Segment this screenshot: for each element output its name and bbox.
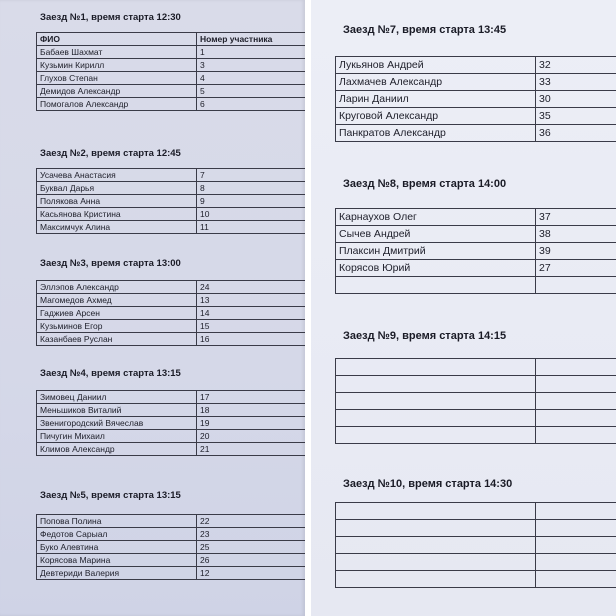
participant-name: Полякова Анна <box>37 195 197 208</box>
participant-number: 37 <box>536 209 616 226</box>
participant-name: Буко Алевтина <box>37 541 197 554</box>
header-name: ФИО <box>37 33 197 46</box>
table-row <box>336 108 616 125</box>
participant-name: Пичугин Михаил <box>37 430 197 443</box>
participant-name: Звенигородский Вячеслав <box>37 417 197 430</box>
participant-number <box>536 427 616 444</box>
participant-name: Корясов Юрий <box>336 260 536 277</box>
participant-number <box>536 571 616 588</box>
table-row <box>336 359 616 376</box>
table-row <box>37 333 306 346</box>
participant-name: Лахмачев Александр <box>336 74 536 91</box>
participant-number: 25 <box>197 541 306 554</box>
participant-name <box>336 410 536 427</box>
participant-name <box>336 503 536 520</box>
participant-number: 18 <box>197 404 306 417</box>
participants-table <box>335 56 616 142</box>
table-row <box>336 503 616 520</box>
participant-number: 24 <box>197 281 306 294</box>
participant-name <box>336 554 536 571</box>
participant-number: 7 <box>197 169 306 182</box>
participant-number: 36 <box>536 125 616 142</box>
participant-number: 38 <box>536 226 616 243</box>
table-row <box>336 209 616 226</box>
participant-number: 11 <box>197 221 306 234</box>
participant-number: 35 <box>536 108 616 125</box>
table-row <box>37 294 306 307</box>
participant-name: Казанбаев Руслан <box>37 333 197 346</box>
table-row <box>336 125 616 142</box>
participant-name: Попова Полина <box>37 515 197 528</box>
table-row <box>37 221 306 234</box>
table-row <box>336 74 616 91</box>
participant-name: Усачева Анастасия <box>37 169 197 182</box>
participant-name <box>336 427 536 444</box>
participant-number: 26 <box>197 554 306 567</box>
table-row <box>37 320 306 333</box>
participants-table <box>36 168 305 234</box>
participant-number: 9 <box>197 195 306 208</box>
participant-number: 27 <box>536 260 616 277</box>
heat-title: Заезд №3, время старта 13:00 <box>40 258 181 269</box>
table-row <box>336 554 616 571</box>
heat-title: Заезд №10, время старта 14:30 <box>343 478 513 490</box>
table-row <box>336 410 616 427</box>
table-row <box>37 281 306 294</box>
participant-name: Касьянова Кристина <box>37 208 197 221</box>
participant-name: Бабаев Шахмат <box>37 46 197 59</box>
table-row <box>37 59 306 72</box>
table-row <box>37 195 306 208</box>
participant-name: Карнаухов Олег <box>336 209 536 226</box>
participant-number <box>536 503 616 520</box>
participant-number: 3 <box>197 59 306 72</box>
participant-number <box>536 393 616 410</box>
heat-title: Заезд №1, время старта 12:30 <box>40 12 181 23</box>
right-sheet <box>311 0 616 616</box>
table-row <box>336 537 616 554</box>
participants-table <box>335 208 616 294</box>
table-row <box>37 182 306 195</box>
table-row <box>336 243 616 260</box>
table-row <box>37 430 306 443</box>
participant-name: Лукьянов Андрей <box>336 57 536 74</box>
table-row <box>37 85 306 98</box>
table-row <box>37 443 306 456</box>
table-row <box>37 554 306 567</box>
participant-number: 32 <box>536 57 616 74</box>
table-row <box>37 528 306 541</box>
participant-number: 30 <box>536 91 616 108</box>
participant-number: 16 <box>197 333 306 346</box>
participant-number: 19 <box>197 417 306 430</box>
table-row <box>336 91 616 108</box>
participant-number: 13 <box>197 294 306 307</box>
participant-name <box>336 537 536 554</box>
table-header-row <box>37 33 306 46</box>
table-row <box>37 404 306 417</box>
table-row <box>336 376 616 393</box>
participant-number: 23 <box>197 528 306 541</box>
participant-name: Глухов Степан <box>37 72 197 85</box>
table-row <box>336 57 616 74</box>
participant-number: 39 <box>536 243 616 260</box>
table-row <box>37 72 306 85</box>
participant-name: Эллэпов Александр <box>37 281 197 294</box>
participants-table <box>335 502 616 588</box>
participant-name <box>336 520 536 537</box>
participant-number: 4 <box>197 72 306 85</box>
participant-number <box>536 376 616 393</box>
participant-number: 10 <box>197 208 306 221</box>
heat-title: Заезд №9, время старта 14:15 <box>343 330 507 342</box>
participants-table <box>36 390 305 456</box>
participant-name: Демидов Александр <box>37 85 197 98</box>
table-row <box>336 520 616 537</box>
participant-number <box>536 520 616 537</box>
participant-number: 33 <box>536 74 616 91</box>
table-row <box>336 571 616 588</box>
participant-number: 5 <box>197 85 306 98</box>
participant-number: 1 <box>197 46 306 59</box>
participant-name: Сычев Андрей <box>336 226 536 243</box>
table-row <box>37 208 306 221</box>
participant-name <box>336 393 536 410</box>
heat-title: Заезд №2, время старта 12:45 <box>40 148 181 159</box>
participant-name: Панкратов Александр <box>336 125 536 142</box>
participant-number <box>536 359 616 376</box>
heat-title: Заезд №4, время старта 13:15 <box>40 368 181 379</box>
left-sheet <box>0 0 305 616</box>
heat-title: Заезд №5, время старта 13:15 <box>40 490 181 501</box>
participant-number: 8 <box>197 182 306 195</box>
participant-number: 14 <box>197 307 306 320</box>
participant-name: Помогалов Александр <box>37 98 197 111</box>
table-row <box>336 226 616 243</box>
table-row <box>336 393 616 410</box>
participant-name: Плаксин Дмитрий <box>336 243 536 260</box>
participant-name: Круговой Александр <box>336 108 536 125</box>
participant-name: Кузьмин Кирилл <box>37 59 197 72</box>
participant-number: 6 <box>197 98 306 111</box>
table-row <box>336 277 616 294</box>
participant-name <box>336 571 536 588</box>
table-row <box>37 307 306 320</box>
participant-number: 17 <box>197 391 306 404</box>
heat-title: Заезд №8, время старта 14:00 <box>343 178 507 190</box>
participant-number: 15 <box>197 320 306 333</box>
participant-name: Максимчук Алина <box>37 221 197 234</box>
participant-name: Магомедов Ахмед <box>37 294 197 307</box>
participant-number <box>536 537 616 554</box>
participant-name: Климов Александр <box>37 443 197 456</box>
participant-name <box>336 376 536 393</box>
participant-number <box>536 554 616 571</box>
table-row <box>37 46 306 59</box>
table-row <box>37 515 306 528</box>
table-row <box>37 567 306 580</box>
table-row <box>37 417 306 430</box>
participant-number: 21 <box>197 443 306 456</box>
participant-number: 22 <box>197 515 306 528</box>
participant-name: Буквал Дарья <box>37 182 197 195</box>
participant-number <box>536 410 616 427</box>
participants-table <box>335 358 616 444</box>
table-row <box>336 427 616 444</box>
table-row <box>37 391 306 404</box>
table-row <box>37 98 306 111</box>
participant-name: Девтериди Валерия <box>37 567 197 580</box>
participant-name: Федотов Сарыал <box>37 528 197 541</box>
participants-table <box>36 32 305 111</box>
participant-name: Кузьминов Егор <box>37 320 197 333</box>
participant-name: Ларин Даниил <box>336 91 536 108</box>
participant-number: 12 <box>197 567 306 580</box>
table-row <box>37 169 306 182</box>
participants-table <box>36 514 305 580</box>
participant-name <box>336 359 536 376</box>
header-number: Номер участника <box>197 33 306 46</box>
participants-table <box>36 280 305 346</box>
table-row <box>336 260 616 277</box>
table-row <box>37 541 306 554</box>
heat-title: Заезд №7, время старта 13:45 <box>343 24 507 36</box>
participant-name: Гаджиев Арсен <box>37 307 197 320</box>
participant-number: 20 <box>197 430 306 443</box>
participant-name: Меньшиков Виталий <box>37 404 197 417</box>
participant-name <box>336 277 536 294</box>
participant-number <box>536 277 616 294</box>
participant-name: Зимовец Даниил <box>37 391 197 404</box>
participant-name: Корясова Марина <box>37 554 197 567</box>
